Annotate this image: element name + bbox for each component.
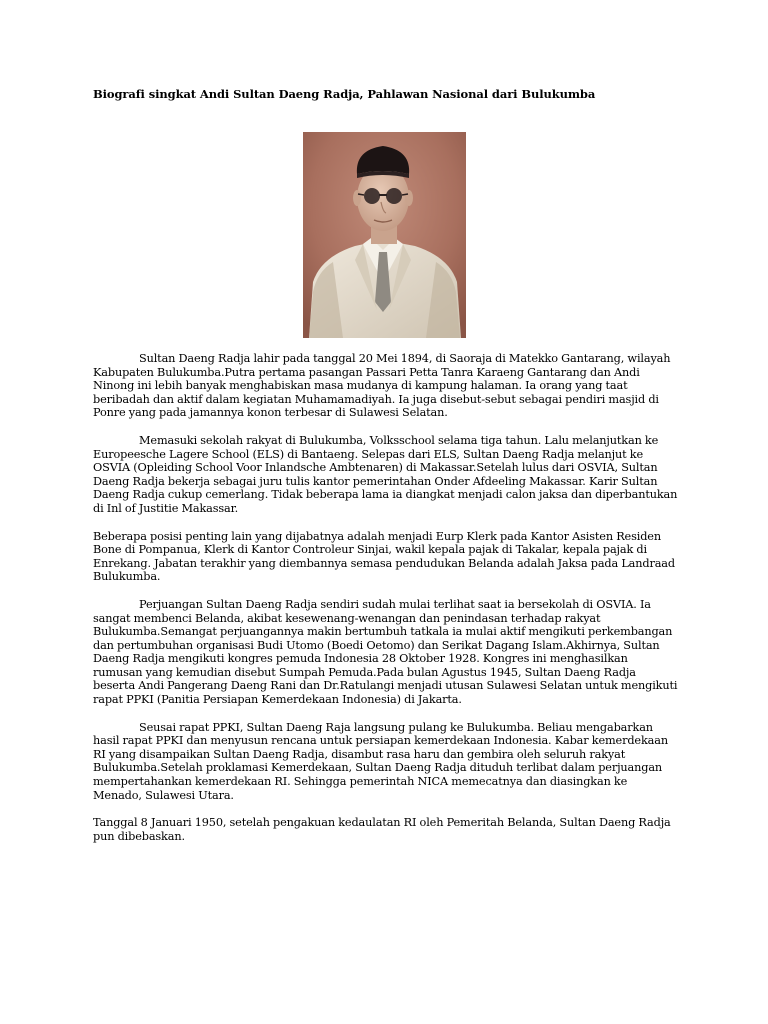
portrait-container: [93, 132, 678, 338]
document-title: Biografi singkat Andi Sultan Daeng Radja, Pahlawan Nasional dari Bulukumba: [93, 87, 596, 101]
paragraph-positions: Beberapa posisi penting lain yang dijabatnya adalah menjadi Eurp Klerk pada Kantor Asisten Residen Bone di Pompanua, Klerk di Kantor Controleur Sinjai, wakil kepala pajak di Takalar, kepala pajak di Enrekang. Jabatan terakhir yang diembannya semasa pendudukan Belanda adalah Jaksa pada Landraad Bulukumba.: [93, 529, 675, 584]
document-page: [93, 86, 678, 843]
paragraph-birth: Sultan Daeng Radja lahir pada tanggal 20 Mei 1894, di Saoraja di Matekko Gantarang, wilayah Kabupaten Bulukumba.Putra pertama pasangan Passari Petta Tanra Karaeng Gantarang dan Andi Ninong ini lebih banyak menghabiskan masa mudanya di kampung halaman. Ia orang yang taat beribadah dan aktif dalam kegiatan Muhamamadiyah. Ia juga disebut-sebut sebagai pendiri masjid di Ponre yang pada jamannya konon terbesar di Sulawesi Selatan.: [93, 352, 671, 420]
paragraph-struggle: Perjuangan Sultan Daeng Radja sendiri sudah mulai terlihat saat ia bersekolah di OSVIA. Ia sangat membenci Belanda, akibat kesewenang-wenangan dan penindasan terhadap rakyat Bulukumba.Semangat perjuangannya makin bertumbuh tatkala ia mulai aktif mengikuti perkembangan dan pertumbuhan organisasi Budi Utomo (Boedi Oetomo) dan Serikat Dagang Islam.Akhirnya, Sultan Daeng Radja mengikuti kongres pemuda Indonesia 28 Oktober 1928. Kongres ini menghasilkan rumusan yang kemudian disebut Sumpah Pemuda.Pada bulan Agustus 1945, Sultan Daeng Radja beserta Andi Pangerang Daeng Rani dan Dr.Ratulangi menjadi utusan Sulawesi Selatan untuk mengikuti rapat PPKI (Panitia Persiapan Kemerdekaan Indonesia) di Jakarta.: [93, 597, 678, 707]
portrait-photo: [303, 132, 466, 338]
paragraph-independence: Seusai rapat PPKI, Sultan Daeng Raja langsung pulang ke Bulukumba. Beliau mengabarkan hasil rapat PPKI dan menyusun rencana untuk persiapan kemerdekaan Indonesia. Kabar kemerdekaan RI yang disampaikan Sultan Daeng Radja, disambut rasa haru dan gembira oleh seluruh rakyat Bulukumba.Setelah proklamasi Kemerdekaan, Sultan Daeng Radja dituduh terlibat dalam perjuangan mempertahankan kemerdekaan RI. Sehingga pemerintah NICA memecatnya dan diasingkan ke Menado, Sulawesi Utara.: [93, 720, 668, 802]
paragraph-release: Tanggal 8 Januari 1950, setelah pengakuan kedaulatan RI oleh Pemeritah Belanda, Sultan Daeng Radja pun dibebaskan.: [93, 816, 671, 843]
paragraph-education: Memasuki sekolah rakyat di Bulukumba, Volksschool selama tiga tahun. Lalu melanjutkan ke Europeesche Lagere School (ELS) di Bantaeng. Selepas dari ELS, Sultan Daeng Radja melanjut ke OSVIA (Opleiding School Voor Inlandsche Ambtenaren) di Makassar.Setelah lulus dari OSVIA, Sultan Daeng Radja bekerja sebagai juru tulis kantor pemerintahan Onder Afdeeling Makassar. Karir Sultan Daeng Radja cukup cemerlang. Tidak beberapa lama ia diangkat menjadi calon jaksa dan diperbantukan di Inl of Justitie Makassar.: [93, 433, 678, 515]
